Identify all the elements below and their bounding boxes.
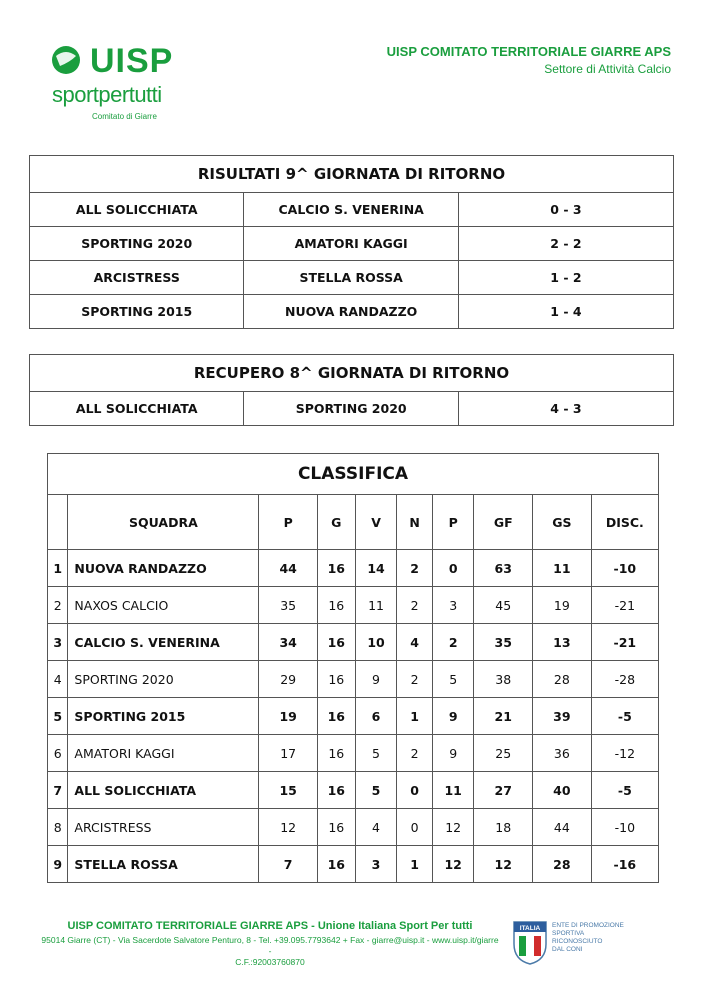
cell-drawn: 2 [397, 587, 433, 624]
away-team: STELLA ROSSA [244, 261, 458, 295]
cell-goals-against: 19 [533, 587, 592, 624]
column-header-points: P [259, 495, 317, 550]
cell-played: 16 [317, 846, 355, 883]
uisp-logo [50, 40, 200, 125]
coni-text [552, 922, 642, 954]
match-row [30, 392, 674, 426]
home-team: ARCISTRESS [30, 261, 244, 295]
footer [40, 920, 500, 968]
cell-drawn: 2 [397, 550, 433, 587]
match-score: 4 - 3 [458, 392, 673, 426]
cell-played: 16 [317, 735, 355, 772]
standings-row [48, 698, 659, 735]
logo-committee: Comitato di Giarre [92, 112, 157, 121]
document-header [387, 44, 671, 76]
match-score: 1 - 2 [458, 261, 673, 295]
cell-goals-against: 28 [533, 846, 592, 883]
cell-discipline: -12 [591, 735, 658, 772]
cell-drawn: 2 [397, 735, 433, 772]
cell-goals-against: 36 [533, 735, 592, 772]
column-header-lost: P [432, 495, 474, 550]
column-header-won: V [355, 495, 397, 550]
recovery-table [29, 354, 674, 426]
column-header-played: G [317, 495, 355, 550]
coni-text-line: SPORTIVA [552, 930, 585, 937]
column-header-discipline: DISC. [591, 495, 658, 550]
match-score: 1 - 4 [458, 295, 673, 329]
home-team: ALL SOLICCHIATA [30, 392, 244, 426]
cell-position: 6 [48, 735, 68, 772]
cell-position: 5 [48, 698, 68, 735]
coni-badge [512, 920, 642, 970]
cell-played: 16 [317, 550, 355, 587]
cell-lost: 2 [432, 624, 474, 661]
column-header-goals-for: GF [474, 495, 533, 550]
cell-team: CALCIO S. VENERINA [68, 624, 259, 661]
column-header-goals-against: GS [533, 495, 592, 550]
cell-position: 8 [48, 809, 68, 846]
cell-goals-for: 21 [474, 698, 533, 735]
cell-lost: 9 [432, 698, 474, 735]
match-row [30, 193, 674, 227]
cell-discipline: -10 [591, 809, 658, 846]
match-score: 2 - 2 [458, 227, 673, 261]
match-row [30, 227, 674, 261]
cell-drawn: 4 [397, 624, 433, 661]
cell-position: 4 [48, 661, 68, 698]
cell-played: 16 [317, 587, 355, 624]
footer-tax-code: C.F.:92003760870 [235, 957, 305, 967]
cell-points: 12 [259, 809, 317, 846]
cell-won: 14 [355, 550, 397, 587]
away-team: CALCIO S. VENERINA [244, 193, 458, 227]
column-header-position [48, 495, 68, 550]
cell-points: 19 [259, 698, 317, 735]
cell-points: 44 [259, 550, 317, 587]
cell-goals-against: 28 [533, 661, 592, 698]
cell-drawn: 0 [397, 772, 433, 809]
standings-row [48, 587, 659, 624]
cell-lost: 11 [432, 772, 474, 809]
cell-points: 17 [259, 735, 317, 772]
cell-team: NUOVA RANDAZZO [68, 550, 259, 587]
cell-team: NAXOS CALCIO [68, 587, 259, 624]
cell-discipline: -28 [591, 661, 658, 698]
cell-goals-against: 39 [533, 698, 592, 735]
cell-won: 5 [355, 772, 397, 809]
logo-brand: UISP [90, 42, 174, 80]
cell-goals-against: 13 [533, 624, 592, 661]
standings-row [48, 772, 659, 809]
cell-discipline: -5 [591, 772, 658, 809]
soccer-ball-icon [50, 44, 86, 76]
cell-team: STELLA ROSSA [68, 846, 259, 883]
header-title: UISP COMITATO TERRITORIALE GIARRE APS [386, 44, 671, 59]
away-team: AMATORI KAGGI [244, 227, 458, 261]
cell-drawn: 2 [397, 661, 433, 698]
cell-lost: 0 [432, 550, 474, 587]
home-team: ALL SOLICCHIATA [30, 193, 244, 227]
cell-points: 34 [259, 624, 317, 661]
cell-played: 16 [317, 624, 355, 661]
match-score: 0 - 3 [458, 193, 673, 227]
cell-won: 6 [355, 698, 397, 735]
cell-discipline: -21 [591, 587, 658, 624]
cell-position: 1 [48, 550, 68, 587]
away-team: SPORTING 2020 [244, 392, 458, 426]
cell-lost: 12 [432, 809, 474, 846]
cell-points: 15 [259, 772, 317, 809]
cell-points: 29 [259, 661, 317, 698]
cell-lost: 3 [432, 587, 474, 624]
cell-won: 4 [355, 809, 397, 846]
cell-goals-against: 40 [533, 772, 592, 809]
results-table [29, 155, 674, 329]
cell-goals-for: 38 [474, 661, 533, 698]
cell-team: ARCISTRESS [68, 809, 259, 846]
footer-org: UISP COMITATO TERRITORIALE GIARRE APS - Unione Italiana Sport Per tutti [67, 920, 473, 932]
cell-played: 16 [317, 661, 355, 698]
coni-text-line: DAL CONI [552, 946, 583, 953]
standings-table [47, 453, 659, 883]
standings-row [48, 550, 659, 587]
standings-row [48, 624, 659, 661]
home-team: SPORTING 2020 [30, 227, 244, 261]
standings-row [48, 809, 659, 846]
cell-goals-for: 18 [474, 809, 533, 846]
cell-goals-for: 27 [474, 772, 533, 809]
cell-won: 3 [355, 846, 397, 883]
cell-goals-for: 63 [474, 550, 533, 587]
cell-played: 16 [317, 809, 355, 846]
standings-row [48, 846, 659, 883]
cell-won: 11 [355, 587, 397, 624]
cell-discipline: -16 [591, 846, 658, 883]
cell-discipline: -5 [591, 698, 658, 735]
cell-points: 35 [259, 587, 317, 624]
coni-text-line: ENTE DI PROMOZIONE [552, 922, 624, 929]
standings-title: CLASSIFICA [48, 454, 659, 495]
match-row [30, 261, 674, 295]
italia-shield-icon [512, 920, 548, 966]
coni-text-line: RICONOSCIUTO [552, 938, 603, 945]
cell-played: 16 [317, 772, 355, 809]
cell-drawn: 0 [397, 809, 433, 846]
cell-team: SPORTING 2015 [68, 698, 259, 735]
header-subtitle: Settore di Attività Calcio [544, 62, 671, 76]
cell-won: 10 [355, 624, 397, 661]
away-team: NUOVA RANDAZZO [244, 295, 458, 329]
cell-goals-for: 45 [474, 587, 533, 624]
column-header-team: SQUADRA [68, 495, 259, 550]
standings-header-row [48, 495, 659, 550]
cell-drawn: 1 [397, 698, 433, 735]
cell-discipline: -10 [591, 550, 658, 587]
cell-won: 5 [355, 735, 397, 772]
cell-lost: 5 [432, 661, 474, 698]
shield-label: ITALIA [519, 925, 541, 932]
match-row [30, 295, 674, 329]
cell-points: 7 [259, 846, 317, 883]
cell-lost: 9 [432, 735, 474, 772]
cell-team: AMATORI KAGGI [68, 735, 259, 772]
cell-lost: 12 [432, 846, 474, 883]
home-team: SPORTING 2015 [30, 295, 244, 329]
cell-position: 9 [48, 846, 68, 883]
cell-team: ALL SOLICCHIATA [68, 772, 259, 809]
cell-goals-against: 44 [533, 809, 592, 846]
cell-goals-against: 11 [533, 550, 592, 587]
results-title: RISULTATI 9^ GIORNATA DI RITORNO [30, 156, 674, 193]
standings-row [48, 735, 659, 772]
logo-tagline: sportpertutti [52, 82, 162, 107]
cell-drawn: 1 [397, 846, 433, 883]
cell-position: 3 [48, 624, 68, 661]
cell-discipline: -21 [591, 624, 658, 661]
footer-address: 95014 Giarre (CT) - Via Sacerdote Salvatore Penturo, 8 - Tel. +39.095.7793642 + Fax - giarre@uisp.it - www.uisp.it/giarre - [41, 935, 499, 956]
column-header-drawn: N [397, 495, 433, 550]
cell-team: SPORTING 2020 [68, 661, 259, 698]
recovery-title: RECUPERO 8^ GIORNATA DI RITORNO [30, 355, 674, 392]
cell-position: 7 [48, 772, 68, 809]
standings-row [48, 661, 659, 698]
cell-goals-for: 12 [474, 846, 533, 883]
cell-goals-for: 35 [474, 624, 533, 661]
cell-goals-for: 25 [474, 735, 533, 772]
cell-played: 16 [317, 698, 355, 735]
cell-position: 2 [48, 587, 68, 624]
cell-won: 9 [355, 661, 397, 698]
